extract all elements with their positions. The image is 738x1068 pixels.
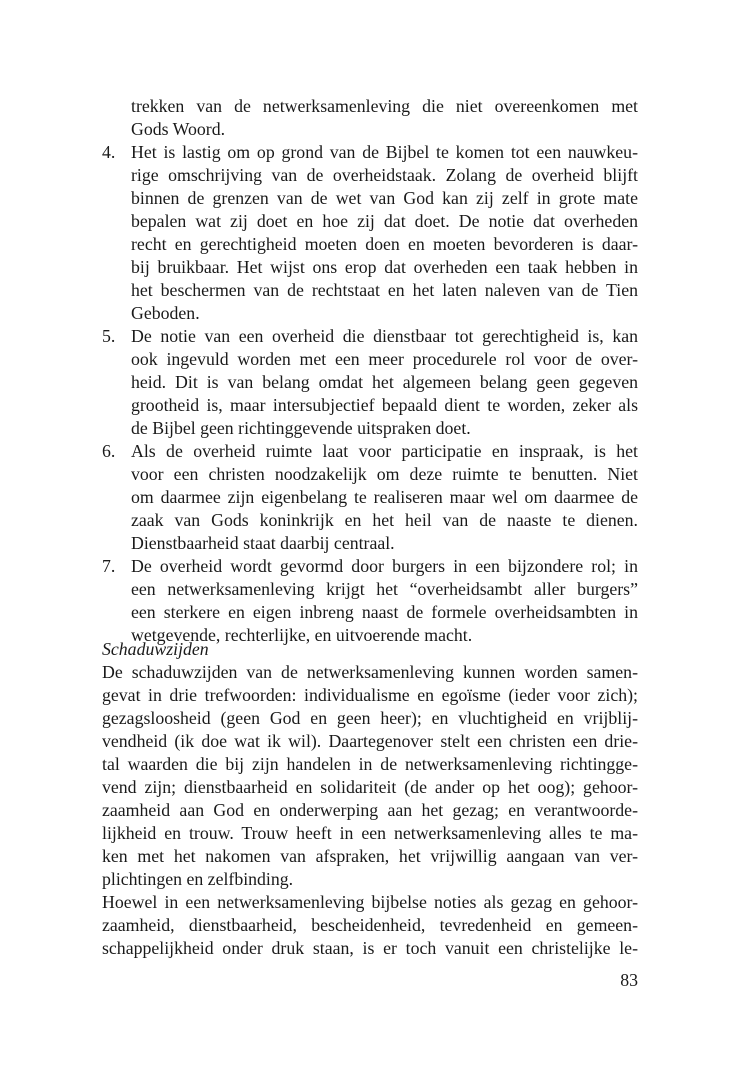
list-item-line: Als de overheid ruimte laat voor participatie en inspraak, is het (131, 441, 638, 461)
paragraph-line: plichtingen en zelfbinding. (102, 869, 294, 889)
list-item-line: bepalen wat zij doet en hoe zij dat doet. De notie dat overheden (131, 211, 638, 231)
list-item-line: heid. Dit is van belang omdat het algemeen belang geen gegeven (131, 372, 638, 392)
list-item-line: wetgevende, rechterlijke, en uitvoerende macht. (131, 625, 473, 645)
list-item-line: het beschermen van de rechtstaat en het laten naleven van de Tien (131, 280, 638, 300)
paragraph-line: tal waarden die bij zijn handelen in de netwerksamenleving richtingge- (102, 754, 638, 774)
list-number: 5. (102, 326, 116, 346)
list-item-line: om daarmee zijn eigenbelang te realiseren maar wel om daarmee de (131, 487, 638, 507)
paragraph-line: gezagsloosheid (geen God en geen heer); en vluchtigheid en vrijblij- (102, 708, 638, 728)
paragraph-line: vendheid (ik doe wat ik wil). Daartegenover stelt een christen een drie- (102, 731, 638, 751)
section-heading: Schaduwzijden (102, 639, 209, 659)
page-number: 83 (620, 970, 638, 990)
list-item-line: zaak van Gods koninkrijk en het heil van de naaste te dienen. (131, 510, 638, 530)
paragraph-line: gevat in drie trefwoorden: individualisme en egoïsme (ieder voor zich); (102, 685, 638, 705)
list-item-line: de Bijbel geen richtinggevende uitspraken doet. (131, 418, 471, 438)
list-item-line: voor een christen noodzakelijk om deze ruimte te benutten. Niet (131, 464, 638, 484)
list-number: 6. (102, 441, 116, 461)
list-item-line: een netwerksamenleving krijgt het “overheidsambt aller burgers” (131, 579, 638, 599)
paragraph-line: zaamheid, dienstbaarheid, bescheidenheid, tevredenheid en gemeen- (102, 915, 638, 935)
paragraph-line: vend zijn; dienstbaarheid en solidariteit (de ander op het oog); gehoor- (102, 777, 638, 797)
list-item-line: Dienstbaarheid staat daarbij centraal. (131, 533, 395, 553)
list-continuation-line: trekken van de netwerksamenleving die niet overeenkomen met (131, 96, 638, 116)
list-item-line: grootheid is, maar intersubjectief bepaald dient te worden, zeker als (131, 395, 638, 415)
paragraph-line: lijkheid en trouw. Trouw heeft in een netwerksamenleving alles te ma- (102, 823, 638, 843)
list-number: 4. (102, 142, 116, 162)
list-item-line: ook ingevuld worden met een meer procedurele rol voor de over- (131, 349, 638, 369)
list-item-line: recht en gerechtigheid moeten doen en moeten bevorderen is daar- (131, 234, 638, 254)
list-item-line: bij bruikbaar. Het wijst ons erop dat overheden een taak hebben in (131, 257, 638, 277)
paragraph-line: schappelijkheid onder druk staan, is er toch vanuit een christelijke le- (102, 938, 638, 958)
list-continuation-line: Gods Woord. (131, 119, 226, 139)
paragraph-line: Hoewel in een netwerksamenleving bijbelse noties als gezag en gehoor- (102, 892, 638, 912)
list-item-line: een sterkere en eigen inbreng naast de formele overheidsambten in (131, 602, 638, 622)
list-item-line: binnen de grenzen van de wet van God kan zij zelf in grote mate (131, 188, 638, 208)
list-item-line: rige omschrijving van de overheidstaak. Zolang de overheid blijft (131, 165, 638, 185)
paragraph-line: De schaduwzijden van de netwerksamenleving kunnen worden samen- (102, 662, 638, 682)
list-item-line: De notie van een overheid die dienstbaar tot gerechtigheid is, kan (131, 326, 638, 346)
paragraph-line: zaamheid aan God en onderwerping aan het gezag; en verantwoorde- (102, 800, 638, 820)
paragraph-line: ken met het nakomen van afspraken, het vrijwillig aangaan van ver- (102, 846, 638, 866)
list-item-line: De overheid wordt gevormd door burgers in een bijzondere rol; in (131, 556, 638, 576)
list-item-line: Geboden. (131, 303, 200, 323)
list-item-line: Het is lastig om op grond van de Bijbel te komen tot een nauwkeu- (131, 142, 638, 162)
list-number: 7. (102, 556, 116, 576)
